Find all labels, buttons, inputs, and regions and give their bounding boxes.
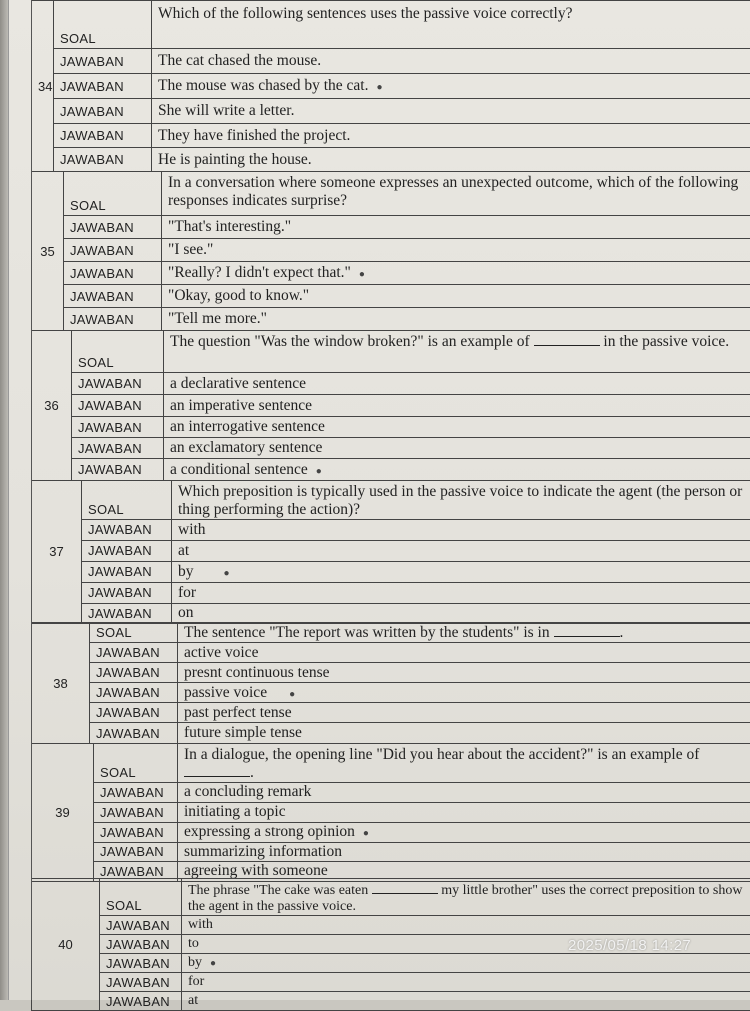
question-block-34 xyxy=(31,0,750,172)
answer-option: an interrogative sentence xyxy=(164,417,750,438)
answer-option: on xyxy=(172,603,750,623)
question-number: 39 xyxy=(32,744,94,882)
answer-option: summarizing information xyxy=(178,842,750,861)
answer-label: JAWABAN xyxy=(54,99,152,124)
answer-option: with xyxy=(182,916,750,935)
answer-option: "Tell me more." xyxy=(162,308,750,331)
answer-label: JAWABAN xyxy=(90,643,178,663)
answer-label: JAWABAN xyxy=(54,74,152,99)
question-block-37 xyxy=(31,480,750,624)
answer-option: "I see." xyxy=(162,239,750,262)
question-number: 38 xyxy=(32,623,90,744)
answer-label: JAWABAN xyxy=(72,395,164,417)
soal-label: SOAL xyxy=(64,172,162,216)
answer-option: initiating a topic xyxy=(178,802,750,822)
answer-option: active voice xyxy=(178,643,750,663)
answer-option: The cat chased the mouse. xyxy=(152,49,750,74)
question-text: Which of the following sentences uses the passive voice correctly? xyxy=(152,1,750,49)
pen-mark-icon: ● xyxy=(289,689,295,700)
answer-option: expressing a strong opinion ● xyxy=(178,822,750,842)
answer-label: JAWABAN xyxy=(94,842,178,861)
question-text: The question "Was the window broken?" is an example of in the passive voice. xyxy=(164,331,750,373)
answer-label: JAWABAN xyxy=(100,935,182,954)
question-block-36 xyxy=(31,330,750,481)
question-number: 37 xyxy=(32,481,82,624)
soal-label: SOAL xyxy=(54,1,152,49)
answer-label: JAWABAN xyxy=(64,239,162,262)
soal-label: SOAL xyxy=(72,331,164,373)
answer-label: JAWABAN xyxy=(72,373,164,395)
answer-option: The mouse was chased by the cat. ● xyxy=(152,74,750,99)
question-block-39 xyxy=(31,743,750,882)
answer-label: JAWABAN xyxy=(64,285,162,308)
answer-label: JAWABAN xyxy=(82,603,172,623)
answer-option: passive voice ● xyxy=(178,683,750,703)
answer-label: JAWABAN xyxy=(94,802,178,822)
answer-label: JAWABAN xyxy=(90,723,178,744)
answer-label: JAWABAN xyxy=(100,973,182,992)
pen-mark-icon: ● xyxy=(210,958,216,969)
number-column-line xyxy=(9,0,32,1000)
answer-label: JAWABAN xyxy=(64,262,162,285)
answer-label: JAWABAN xyxy=(82,519,172,540)
answer-option: with xyxy=(172,519,750,540)
question-text: The sentence "The report was written by the students" is in . xyxy=(178,623,750,643)
pen-mark-icon: ● xyxy=(363,828,369,839)
answer-label: JAWABAN xyxy=(90,663,178,683)
answer-label: JAWABAN xyxy=(100,916,182,935)
answer-label: JAWABAN xyxy=(72,417,164,438)
answer-option: by ● xyxy=(182,954,750,973)
answer-label: JAWABAN xyxy=(100,954,182,973)
answer-option: at xyxy=(182,992,750,1011)
answer-option: a conditional sentence ● xyxy=(164,459,750,481)
answer-option: agreeing with someone xyxy=(178,861,750,881)
answer-option: She will write a letter. xyxy=(152,99,750,124)
answer-label: JAWABAN xyxy=(72,438,164,459)
answer-label: JAWABAN xyxy=(94,861,178,881)
answer-label: JAWABAN xyxy=(94,782,178,802)
worksheet-page xyxy=(8,0,750,1000)
photo-timestamp: 2025/05/18 14:27 xyxy=(568,937,691,954)
answer-label: JAWABAN xyxy=(64,216,162,239)
answer-label: JAWABAN xyxy=(94,822,178,842)
pen-mark-icon: ● xyxy=(376,82,382,93)
soal-label: SOAL xyxy=(100,879,182,916)
question-block-35 xyxy=(31,171,750,331)
question-block-38 xyxy=(31,622,750,744)
answer-label: JAWABAN xyxy=(54,124,152,148)
answer-option: "That's interesting." xyxy=(162,216,750,239)
answer-option: future simple tense xyxy=(178,723,750,744)
question-text: In a dialogue, the opening line "Did you hear about the accident?" is an example of . xyxy=(178,744,750,783)
question-number: 34 xyxy=(32,1,54,172)
answer-option: an exclamatory sentence xyxy=(164,438,750,459)
question-text: The phrase "The cake was eaten my little brother" uses the correct preposition to show the agent in the passive voice. xyxy=(182,879,750,916)
answer-label: JAWABAN xyxy=(90,703,178,723)
question-number: 40 xyxy=(32,879,100,1011)
answer-option: a declarative sentence xyxy=(164,373,750,395)
pen-mark-icon: ● xyxy=(224,568,230,579)
answer-option: "Okay, good to know." xyxy=(162,285,750,308)
soal-label: SOAL xyxy=(90,623,178,643)
answer-option: for xyxy=(172,582,750,603)
answer-option: an imperative sentence xyxy=(164,395,750,417)
answer-blank xyxy=(372,881,438,894)
question-number: 35 xyxy=(32,172,64,331)
page-edge-shadow xyxy=(0,0,8,1000)
answer-option: "Really? I didn't expect that." ● xyxy=(162,262,750,285)
pen-mark-icon: ● xyxy=(359,269,365,280)
question-number: 36 xyxy=(32,331,72,481)
soal-label: SOAL xyxy=(94,744,178,783)
soal-label: SOAL xyxy=(82,481,172,520)
answer-label: JAWABAN xyxy=(54,49,152,74)
answer-label: JAWABAN xyxy=(82,582,172,603)
answer-label: JAWABAN xyxy=(100,992,182,1011)
answer-option: at xyxy=(172,540,750,561)
answer-option: a concluding remark xyxy=(178,782,750,802)
answer-option: by ● xyxy=(172,561,750,582)
pen-mark-icon: ● xyxy=(316,466,322,477)
answer-label: JAWABAN xyxy=(54,148,152,172)
answer-option: for xyxy=(182,973,750,992)
answer-label: JAWABAN xyxy=(72,459,164,481)
answer-option: to xyxy=(182,935,750,954)
answer-blank xyxy=(184,764,250,777)
answer-blank xyxy=(554,624,620,637)
question-text: In a conversation where someone expresses an unexpected outcome, which of the following responses indicates surprise? xyxy=(162,172,750,216)
answer-option: presnt continuous tense xyxy=(178,663,750,683)
answer-label: JAWABAN xyxy=(90,683,178,703)
answer-label: JAWABAN xyxy=(64,308,162,331)
answer-option: past perfect tense xyxy=(178,703,750,723)
question-text: Which preposition is typically used in the passive voice to indicate the agent (the person or thing performing the action)? xyxy=(172,481,750,520)
answer-label: JAWABAN xyxy=(82,540,172,561)
answer-option: He is painting the house. xyxy=(152,148,750,172)
answer-blank xyxy=(534,333,600,346)
answer-label: JAWABAN xyxy=(82,561,172,582)
answer-option: They have finished the project. xyxy=(152,124,750,148)
